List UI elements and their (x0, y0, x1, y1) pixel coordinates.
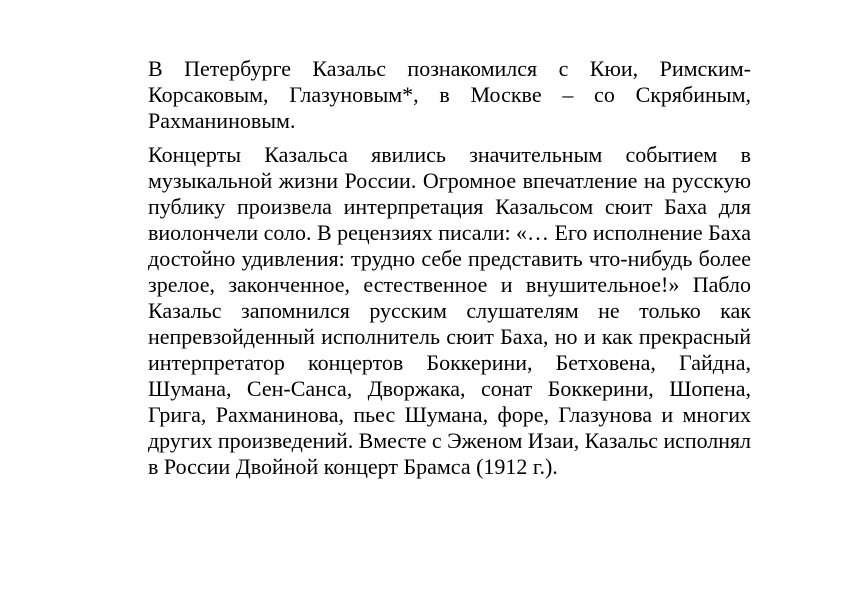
text-line: Шумана, Сен-Санса, Дворжака, сонат Боккерини, Шопена, (148, 376, 751, 401)
text-line: Грига, Рахманинова, пьес Шумана, форе, Глазунова и многих (148, 402, 751, 427)
text-line: В Петербурге Казальс познакомился с Кюи, Римским- (148, 56, 751, 81)
text-line: достойно удивления: трудно себе представить что-нибудь более (148, 246, 751, 271)
text-block (148, 56, 751, 480)
text-line: музыкальной жизни России. Огромное впечатление на русскую (148, 168, 751, 193)
text-line: других произведений. Вместе с Эженом Изаи, Казальс исполнял (148, 428, 752, 453)
text-line: Казальс запомнился русским слушателям не только как (148, 298, 751, 323)
paragraph-1 (148, 56, 751, 134)
text-line: в России Двойной концерт Брамса (1912 г.). (148, 454, 558, 479)
text-line: Корсаковым, Глазуновым*, в Москве – со Скрябиным, (148, 82, 751, 107)
text-line: непревзойденный исполнитель сюит Баха, но и как прекрасный (148, 324, 751, 349)
text-line: виолончели соло. В рецензиях писали: «… Его исполнение Баха (148, 220, 751, 245)
paragraph-2 (148, 142, 751, 480)
text-line: Концерты Казальса явились значительным событием в (148, 142, 751, 167)
text-line: интерпретатор концертов Боккерини, Бетховена, Гайдна, (148, 350, 751, 375)
text-line: зрелое, законченное, естественное и внушительное!» Пабло (148, 272, 751, 297)
text-line: публику произвела интерпретация Казальсом сюит Баха для (148, 194, 751, 219)
text-line: Рахманиновым. (148, 108, 296, 133)
